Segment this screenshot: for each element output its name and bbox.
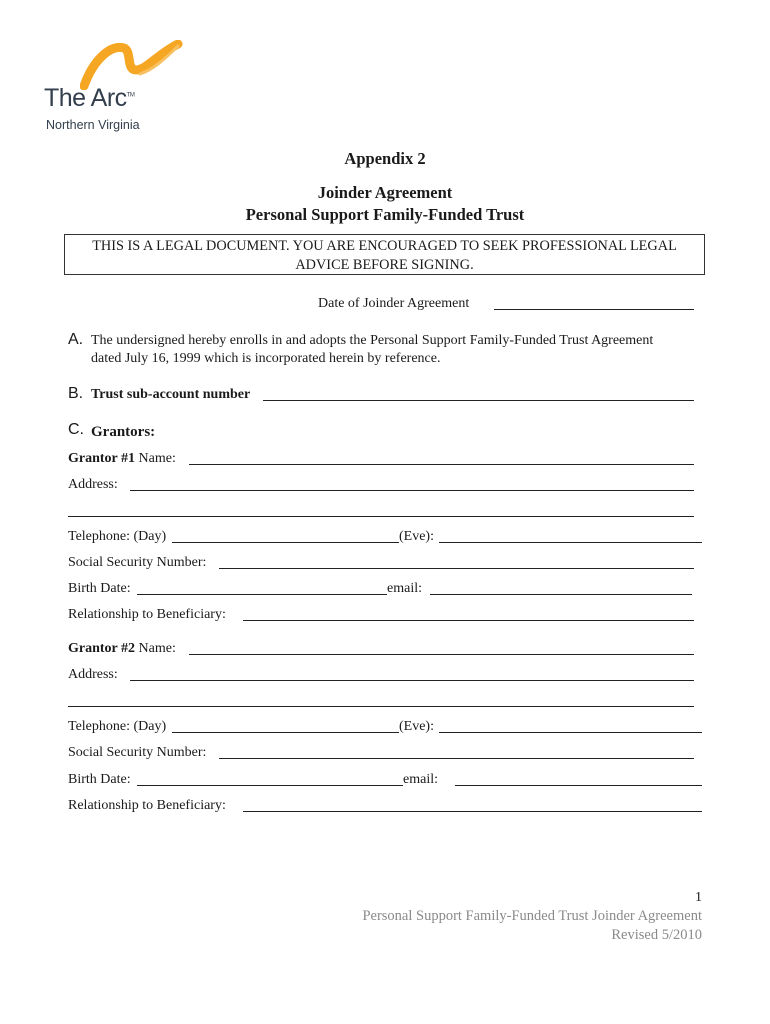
logo-wordmark: The Arc™	[44, 84, 135, 112]
grantor1-tel-day-label: Telephone: (Day)	[68, 529, 167, 544]
legal-notice-text: THIS IS A LEGAL DOCUMENT. YOU ARE ENCOURAGED TO SEEK PROFESSIONAL LEGAL ADVICE BEFORE SIGNING.	[92, 238, 677, 273]
document-subtitle: Personal Support Family-Funded Trust	[245, 205, 525, 224]
page-number: 1	[695, 890, 702, 905]
grantor2-email-label: email:	[403, 772, 438, 787]
grantor2-tel-eve-label: (Eve):	[399, 719, 434, 734]
grantor2-birth-field[interactable]	[137, 785, 403, 786]
section-a-letter: A.	[68, 331, 84, 348]
grantor1-relationship-field[interactable]	[243, 620, 694, 621]
grantor2-tel-day-field[interactable]	[172, 732, 399, 733]
grantor2-address-field[interactable]	[130, 680, 694, 681]
appendix-heading: Appendix 2	[344, 149, 426, 168]
grantor2-name-field[interactable]	[189, 654, 694, 655]
arc-logo	[44, 40, 184, 140]
grantor1-ssn-field[interactable]	[219, 568, 694, 569]
grantor1-address-field[interactable]	[130, 490, 694, 491]
grantor2-address-field-2[interactable]	[68, 706, 694, 707]
section-c-letter: C.	[68, 421, 84, 438]
grantor1-name-field[interactable]	[189, 464, 694, 465]
grantor1-address-label: Address:	[68, 477, 118, 492]
grantor2-name-row	[68, 640, 176, 658]
grantor1-email-label: email:	[387, 581, 422, 596]
footer-document-title: Personal Support Family-Funded Trust Joinder Agreement	[362, 908, 702, 924]
grantor1-ssn-label: Social Security Number:	[68, 555, 207, 570]
grantor1-address-field-2[interactable]	[68, 516, 694, 517]
arc-swoosh-icon	[80, 40, 184, 90]
trust-subaccount-label: Trust sub-account number	[91, 387, 251, 402]
grantor2-tel-eve-field[interactable]	[439, 732, 702, 733]
grantor2-name-label: Name:	[138, 641, 176, 656]
document-title: Joinder Agreement	[317, 183, 453, 202]
grantor2-email-field[interactable]	[455, 785, 702, 786]
grantor2-ssn-label: Social Security Number:	[68, 745, 207, 760]
grantor2-tel-day-label: Telephone: (Day)	[68, 719, 167, 734]
grantor2-relationship-field[interactable]	[243, 811, 702, 812]
legal-notice-box	[64, 234, 705, 275]
date-label: Date of Joinder Agreement	[318, 296, 470, 311]
grantor1-name-label: Name:	[138, 451, 176, 466]
grantor2-relationship-label: Relationship to Beneficiary:	[68, 798, 226, 813]
grantor2-address-label: Address:	[68, 667, 118, 682]
grantor1-birth-field[interactable]	[137, 594, 387, 595]
section-b-letter: B.	[68, 385, 84, 402]
grantor1-relationship-label: Relationship to Beneficiary:	[68, 607, 226, 622]
grantor1-tel-eve-label: (Eve):	[399, 529, 434, 544]
grantor1-email-field[interactable]	[430, 594, 692, 595]
section-a-line1: The undersigned hereby enrolls in and adopts the Personal Support Family-Funded Trust Agreement	[91, 333, 654, 348]
grantor1-heading: Grantor #1	[68, 451, 136, 466]
grantor1-birth-label: Birth Date:	[68, 581, 131, 596]
grantor2-ssn-field[interactable]	[219, 758, 694, 759]
grantor1-name-row	[68, 450, 176, 468]
grantor1-tel-day-field[interactable]	[172, 542, 399, 543]
section-a-line2: dated July 16, 1999 which is incorporated herein by reference.	[91, 351, 441, 366]
footer-revised-date: Revised 5/2010	[611, 927, 702, 943]
date-field[interactable]	[494, 309, 694, 310]
trust-subaccount-field[interactable]	[263, 400, 694, 401]
grantor1-tel-eve-field[interactable]	[439, 542, 702, 543]
grantor2-heading: Grantor #2	[68, 641, 136, 656]
grantors-heading: Grantors:	[91, 424, 156, 440]
grantor2-birth-label: Birth Date:	[68, 772, 131, 787]
logo-subtitle: Northern Virginia	[46, 118, 140, 132]
